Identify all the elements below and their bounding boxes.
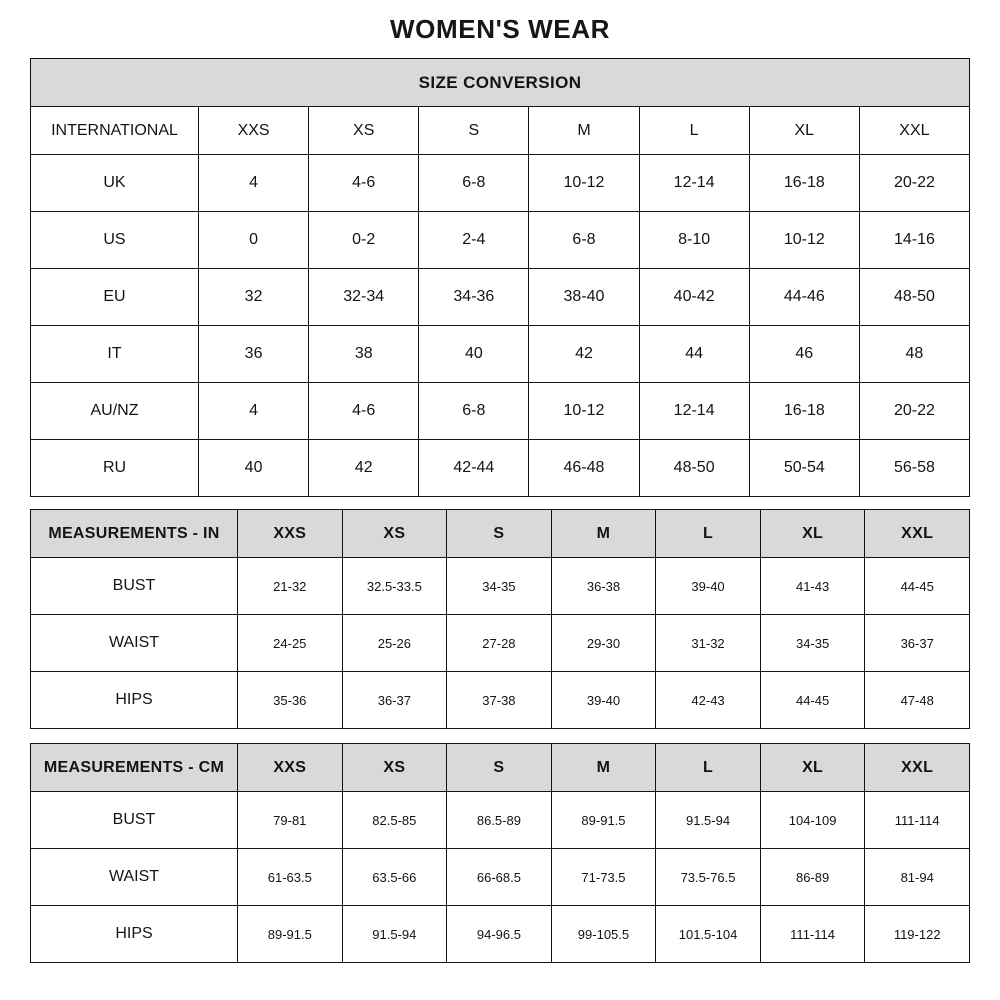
size-conversion-cell-1-4: 6-8 xyxy=(529,212,639,269)
measurements-cm-cell-2-1: 89-91.5 xyxy=(238,906,343,963)
measurements-cm-cell-1-2: 63.5-66 xyxy=(342,849,447,906)
size-conversion-cell-3-2: 38 xyxy=(309,326,419,383)
measurements-cm-cell-1-0: WAIST xyxy=(31,849,238,906)
size-conversion-cell-2-4: 38-40 xyxy=(529,269,639,326)
measurements-cm-col-header-6: XL xyxy=(760,744,865,792)
size-conversion-cell-4-7: 20-22 xyxy=(859,383,969,440)
measurements-in-col-header-1: XXS xyxy=(238,510,343,558)
size-conversion-col-header-5: L xyxy=(639,107,749,155)
size-conversion-row-4 xyxy=(31,383,970,440)
size-conversion-cell-0-6: 16-18 xyxy=(749,155,859,212)
size-conversion-cell-1-7: 14-16 xyxy=(859,212,969,269)
measurements-in-cell-0-7: 44-45 xyxy=(865,558,970,615)
measurements-in-row-0 xyxy=(31,558,970,615)
measurements-cm-row-0 xyxy=(31,792,970,849)
size-conversion-row-5 xyxy=(31,440,970,497)
measurements-in-col-header-7: XXL xyxy=(865,510,970,558)
measurements-cm-cell-1-6: 86-89 xyxy=(760,849,865,906)
size-conversion-title: SIZE CONVERSION xyxy=(31,59,970,107)
size-conversion-cell-5-1: 40 xyxy=(199,440,309,497)
measurements-in-cell-0-6: 41-43 xyxy=(760,558,865,615)
measurements-in-cell-0-3: 34-35 xyxy=(447,558,552,615)
size-conversion-cell-2-7: 48-50 xyxy=(859,269,969,326)
measurements-in-col-header-3: S xyxy=(447,510,552,558)
size-conversion-cell-3-3: 40 xyxy=(419,326,529,383)
measurements-in-cell-2-7: 47-48 xyxy=(865,672,970,729)
measurements-cm-row-1 xyxy=(31,849,970,906)
size-conversion-col-header-7: XXL xyxy=(859,107,969,155)
size-conversion-cell-2-1: 32 xyxy=(199,269,309,326)
size-conversion-cell-0-5: 12-14 xyxy=(639,155,749,212)
measurements-in-cell-0-4: 36-38 xyxy=(551,558,656,615)
measurements-in-col-header-2: XS xyxy=(342,510,447,558)
size-conversion-cell-0-4: 10-12 xyxy=(529,155,639,212)
size-conversion-cell-0-0: UK xyxy=(31,155,199,212)
measurements-cm-col-header-2: XS xyxy=(342,744,447,792)
size-conversion-cell-5-0: RU xyxy=(31,440,199,497)
measurements-cm-col-header-4: M xyxy=(551,744,656,792)
measurements-in-cell-1-6: 34-35 xyxy=(760,615,865,672)
size-conversion-cell-3-5: 44 xyxy=(639,326,749,383)
measurements-cm-cell-0-0: BUST xyxy=(31,792,238,849)
size-conversion-row-0 xyxy=(31,155,970,212)
size-conversion-cell-5-5: 48-50 xyxy=(639,440,749,497)
measurements-in-cell-0-0: BUST xyxy=(31,558,238,615)
measurements-in-cell-1-2: 25-26 xyxy=(342,615,447,672)
measurements-in-col-header-5: L xyxy=(656,510,761,558)
measurements-in-cell-1-7: 36-37 xyxy=(865,615,970,672)
size-conversion-col-header-2: XS xyxy=(309,107,419,155)
size-conversion-cell-5-3: 42-44 xyxy=(419,440,529,497)
size-conversion-cell-3-1: 36 xyxy=(199,326,309,383)
measurements-cm-cell-1-5: 73.5-76.5 xyxy=(656,849,761,906)
measurements-in-cell-1-5: 31-32 xyxy=(656,615,761,672)
size-conversion-cell-1-3: 2-4 xyxy=(419,212,529,269)
measurements-cm-col-header-1: XXS xyxy=(238,744,343,792)
size-conversion-cell-3-4: 42 xyxy=(529,326,639,383)
size-conversion-cell-0-7: 20-22 xyxy=(859,155,969,212)
size-conversion-table xyxy=(30,58,970,497)
measurements-in-cell-0-5: 39-40 xyxy=(656,558,761,615)
measurements-cm-cell-2-3: 94-96.5 xyxy=(447,906,552,963)
size-conversion-row-2 xyxy=(31,269,970,326)
measurements-cm-cell-0-1: 79-81 xyxy=(238,792,343,849)
size-conversion-cell-2-3: 34-36 xyxy=(419,269,529,326)
size-conversion-cell-4-5: 12-14 xyxy=(639,383,749,440)
measurements-in-cell-2-3: 37-38 xyxy=(447,672,552,729)
size-conversion-cell-3-6: 46 xyxy=(749,326,859,383)
measurements-cm-cell-1-4: 71-73.5 xyxy=(551,849,656,906)
size-conversion-row-3 xyxy=(31,326,970,383)
measurements-cm-cell-0-4: 89-91.5 xyxy=(551,792,656,849)
measurements-cm-col-header-5: L xyxy=(656,744,761,792)
page-title: WOMEN'S WEAR xyxy=(390,14,610,44)
measurements-cm-col-header-3: S xyxy=(447,744,552,792)
size-conversion-cell-4-4: 10-12 xyxy=(529,383,639,440)
size-conversion-col-header-0: INTERNATIONAL xyxy=(31,107,199,155)
size-conversion-cell-2-2: 32-34 xyxy=(309,269,419,326)
measurements-cm-cell-0-2: 82.5-85 xyxy=(342,792,447,849)
size-conversion-cell-0-2: 4-6 xyxy=(309,155,419,212)
measurements-in-cell-0-2: 32.5-33.5 xyxy=(342,558,447,615)
size-conversion-cell-2-6: 44-46 xyxy=(749,269,859,326)
measurements-in-cell-2-4: 39-40 xyxy=(551,672,656,729)
size-conversion-cell-1-6: 10-12 xyxy=(749,212,859,269)
size-conversion-cell-2-0: EU xyxy=(31,269,199,326)
measurements-in-cell-1-0: WAIST xyxy=(31,615,238,672)
measurements-cm-cell-0-6: 104-109 xyxy=(760,792,865,849)
size-conversion-cell-5-6: 50-54 xyxy=(749,440,859,497)
size-conversion-row-1 xyxy=(31,212,970,269)
size-conversion-cell-1-1: 0 xyxy=(199,212,309,269)
measurements-in-cell-2-2: 36-37 xyxy=(342,672,447,729)
size-conversion-cell-3-7: 48 xyxy=(859,326,969,383)
size-conversion-cell-0-3: 6-8 xyxy=(419,155,529,212)
measurements-in-cell-2-1: 35-36 xyxy=(238,672,343,729)
size-conversion-cell-5-2: 42 xyxy=(309,440,419,497)
size-conversion-cell-3-0: IT xyxy=(31,326,199,383)
size-conversion-cell-4-3: 6-8 xyxy=(419,383,529,440)
size-conversion-cell-5-4: 46-48 xyxy=(529,440,639,497)
size-conversion-cell-1-0: US xyxy=(31,212,199,269)
measurements-in-cell-2-5: 42-43 xyxy=(656,672,761,729)
measurements-in-col-header-4: M xyxy=(551,510,656,558)
size-conversion-col-header-3: S xyxy=(419,107,529,155)
measurements-cm-row-2 xyxy=(31,906,970,963)
measurements-cm-cell-0-5: 91.5-94 xyxy=(656,792,761,849)
size-conversion-col-header-4: M xyxy=(529,107,639,155)
size-conversion-cell-4-6: 16-18 xyxy=(749,383,859,440)
measurements-in-row-2 xyxy=(31,672,970,729)
measurements-in-row-1 xyxy=(31,615,970,672)
measurements-cm-cell-2-6: 111-114 xyxy=(760,906,865,963)
measurements-in-table xyxy=(30,509,970,729)
measurements-cm-cell-1-3: 66-68.5 xyxy=(447,849,552,906)
measurements-cm-cell-2-0: HIPS xyxy=(31,906,238,963)
measurements-cm-col-header-0: MEASUREMENTS - CM xyxy=(31,744,238,792)
measurements-in-col-header-0: MEASUREMENTS - IN xyxy=(31,510,238,558)
size-conversion-col-header-6: XL xyxy=(749,107,859,155)
size-conversion-cell-0-1: 4 xyxy=(199,155,309,212)
measurements-in-cell-1-4: 29-30 xyxy=(551,615,656,672)
size-conversion-cell-4-0: AU/NZ xyxy=(31,383,199,440)
measurements-cm-col-header-7: XXL xyxy=(865,744,970,792)
measurements-in-cell-1-3: 27-28 xyxy=(447,615,552,672)
measurements-cm-cell-0-7: 111-114 xyxy=(865,792,970,849)
size-conversion-cell-2-5: 40-42 xyxy=(639,269,749,326)
measurements-cm-table xyxy=(30,743,970,963)
measurements-cm-cell-2-4: 99-105.5 xyxy=(551,906,656,963)
measurements-in-cell-0-1: 21-32 xyxy=(238,558,343,615)
size-conversion-cell-1-5: 8-10 xyxy=(639,212,749,269)
measurements-cm-cell-2-7: 119-122 xyxy=(865,906,970,963)
size-conversion-cell-4-2: 4-6 xyxy=(309,383,419,440)
measurements-in-col-header-6: XL xyxy=(760,510,865,558)
size-conversion-cell-4-1: 4 xyxy=(199,383,309,440)
measurements-cm-cell-2-2: 91.5-94 xyxy=(342,906,447,963)
measurements-cm-cell-1-1: 61-63.5 xyxy=(238,849,343,906)
size-conversion-cell-5-7: 56-58 xyxy=(859,440,969,497)
size-conversion-col-header-1: XXS xyxy=(199,107,309,155)
measurements-cm-cell-1-7: 81-94 xyxy=(865,849,970,906)
measurements-in-cell-2-0: HIPS xyxy=(31,672,238,729)
measurements-cm-cell-0-3: 86.5-89 xyxy=(447,792,552,849)
measurements-in-cell-2-6: 44-45 xyxy=(760,672,865,729)
size-conversion-cell-1-2: 0-2 xyxy=(309,212,419,269)
measurements-cm-cell-2-5: 101.5-104 xyxy=(656,906,761,963)
measurements-in-cell-1-1: 24-25 xyxy=(238,615,343,672)
